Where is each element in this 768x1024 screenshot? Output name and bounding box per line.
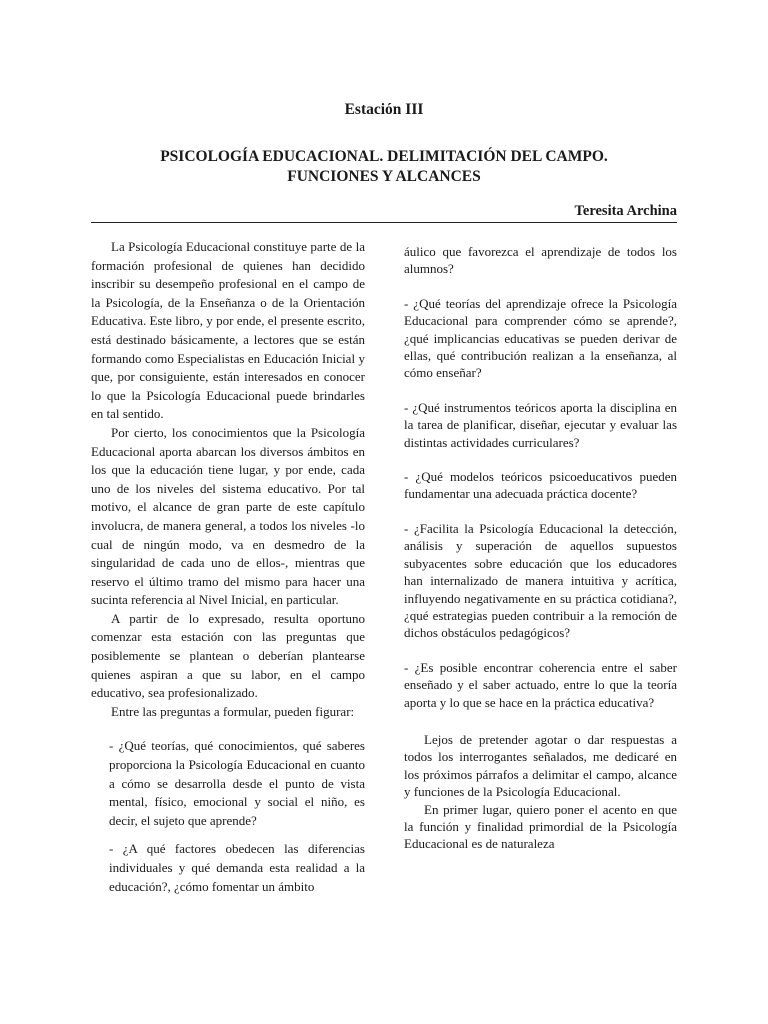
paragraph: La Psicología Educacional constituye parte de la formación profesional de quienes han decidido inscribir su desempeño profesional en el campo de la Psicología, de la Enseñanza o de la Orientación Educativa. Este libro, y por ende, el presente escrito, está destinado básicamente, a lectores que se están formando como Especialistas en Educación Inicial y que, por consiguiente, están interesados en conocer lo que la Psicología Educacional puede brindarles en tal sentido. bbox=[91, 239, 365, 422]
station-heading: Estación III bbox=[344, 101, 424, 118]
question-item: - ¿Qué teorías, qué conocimientos, qué saberes proporciona la Psicología Educacional en cuanto a cómo se desarrolla desde el punto de vista mental, físico, emocional y social el niño, es decir, el sujeto que aprende? bbox=[109, 738, 365, 828]
title-divider bbox=[91, 222, 677, 223]
question-item: - ¿Es posible encontrar coherencia entre el saber enseñado y el saber actuado, entre lo que la teoría aporta y lo que se hace en la práctica educativa? bbox=[404, 659, 677, 710]
paragraph: A partir de lo expresado, resulta oportuno comenzar esta estación con las preguntas que posiblemente se plantean o deberían plantearse quienes aspiran a que su labor, en el campo educativo, sea profesionalizado. bbox=[91, 610, 365, 701]
paragraph: Por cierto, los conocimientos que la Psicología Educacional aporta abarcan los diversos ámbitos en los que la educación tiene lugar, y por ende, cada uno de los niveles del sistema educativo. Por tal motivo, el alcance de gran parte de este capítulo involucra, de manera general, a todos los niveles -lo cual de ningún modo, va en desmedro de la singularidad de cada uno de ellos-, mientras que reservo el último tramo del mismo para hacer una sucinta referencia al Nivel Inicial, en particular. bbox=[91, 424, 365, 608]
question-item: - ¿Qué instrumentos teóricos aporta la disciplina en la tarea de planificar, diseñar, ejecutar y evaluar las distintas actividades curriculares? bbox=[404, 399, 677, 450]
paragraph: Entre las preguntas a formular, pueden figurar: bbox=[111, 703, 355, 719]
question-item: - ¿Qué modelos teóricos psicoeducativos pueden fundamentar una adecuada práctica docente? bbox=[404, 469, 677, 502]
question-item: - ¿Facilita la Psicología Educacional la detección, análisis y superación de aquellos supuestos subyacentes sobre educación que los educadores han internalizado de manera intuitiva y acrítica, influyendo negativamente en su práctica cotidiana?, ¿qué estrategias pueden contribuir a la remoción de dichos obstáculos pedagógicos? bbox=[404, 520, 677, 641]
question-item: - ¿A qué factores obedecen las diferencias individuales y qué demanda esta realidad a la educación?, ¿cómo fomentar un ámbito bbox=[109, 841, 365, 894]
question-item: - ¿Qué teorías del aprendizaje ofrece la Psicología Educacional para comprender cómo se aprende?, ¿qué implicancias educativas se pueden derivar de ellas, qué contribución realizan a la enseñanza, al cómo enseñar? bbox=[404, 295, 677, 381]
paragraph: En primer lugar, quiero poner el acento en que la función y finalidad primordial de la Psicología Educacional es de naturaleza bbox=[404, 801, 677, 852]
chapter-title bbox=[60, 147, 708, 187]
chapter-title-line-1: PSICOLOGÍA EDUCACIONAL. DELIMITACIÓN DEL CAMPO. bbox=[160, 148, 608, 165]
paragraph: Lejos de pretender agotar o dar respuestas a todos los interrogantes señalados, me dedicaré en los próximos párrafos a delimitar el campo, alcance y funciones de la Psicología Educacional. bbox=[404, 731, 677, 800]
chapter-title-line-2: FUNCIONES Y ALCANCES bbox=[287, 168, 481, 185]
question-continuation: áulico que favorezca el aprendizaje de todos los alumnos? bbox=[404, 244, 677, 277]
author-name: Teresita Archina bbox=[574, 203, 677, 219]
left-column bbox=[91, 238, 365, 896]
right-column bbox=[404, 243, 677, 853]
